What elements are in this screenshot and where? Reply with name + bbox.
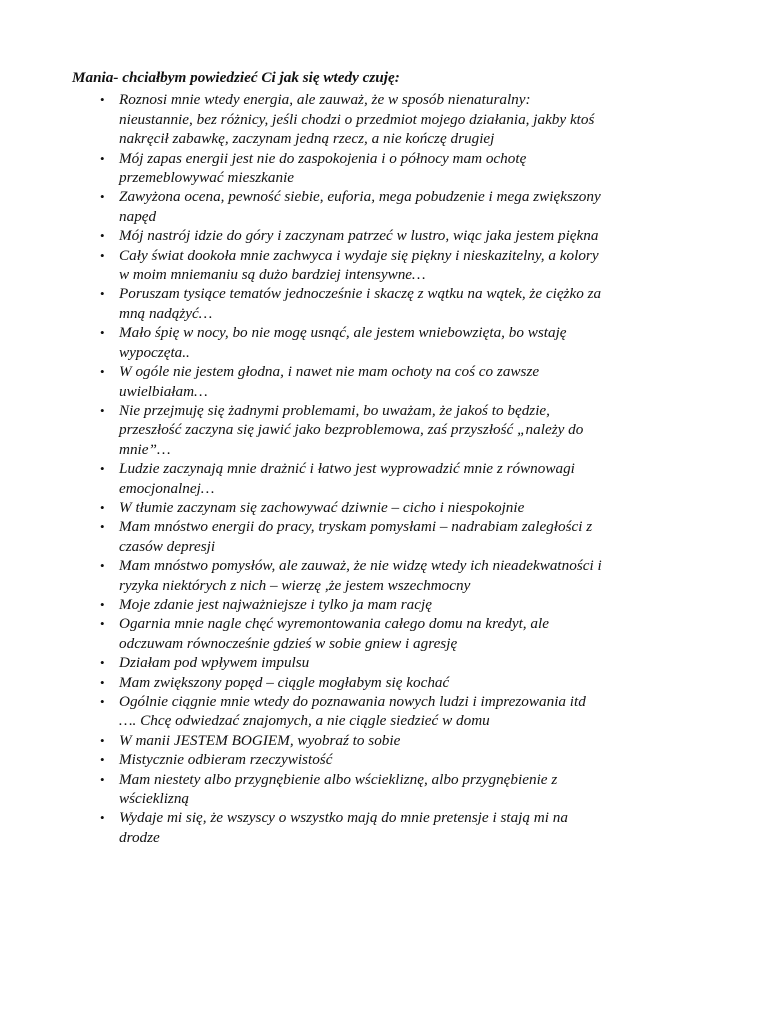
bullet-icon: • <box>100 325 105 341</box>
list-item-line: drodze <box>119 828 160 846</box>
list-item <box>72 498 712 517</box>
bullet-icon: • <box>100 752 105 768</box>
document-body <box>72 68 712 847</box>
list-item <box>72 323 712 362</box>
bullet-icon: • <box>100 189 105 205</box>
list-item-text <box>119 187 699 226</box>
document-heading: Mania- chciałbym powiedzieć Ci jak się wtedy czuję: <box>72 69 400 86</box>
list-item-text <box>119 498 699 517</box>
list-item-line: odczuwam równocześnie gdzieś w sobie gniew i agresję <box>119 634 458 652</box>
list-item-line: ryzyka niektórych z nich – wierzę ,że jestem wszechmocny <box>119 576 471 594</box>
list-item <box>72 614 712 653</box>
list-item-text <box>119 556 699 595</box>
list-item <box>72 90 712 148</box>
list-item-line: nieustannie, bez różnicy, jeśli chodzi o przedmiot mojego działania, jakby ktoś <box>119 110 595 128</box>
list-item-line: W ogóle nie jestem głodna, i nawet nie mam ochoty na coś co zawsze <box>119 363 540 381</box>
list-item <box>72 770 712 809</box>
list-item-line: Mam zwiększony popęd – ciągle mogłabym się kochać <box>119 673 450 691</box>
list-item-line: Zawyżona ocena, pewność siebie, euforia, mega pobudzenie i mega zwiększony <box>119 188 601 206</box>
list-item-line: mnie”… <box>119 440 171 458</box>
list-item <box>72 595 712 614</box>
bullet-icon: • <box>100 810 105 826</box>
list-item <box>72 284 712 323</box>
list-item-text <box>119 770 699 809</box>
list-item <box>72 517 712 556</box>
list-item-line: …. Chcę odwiedzać znajomych, a nie ciągle siedzieć w domu <box>119 712 490 730</box>
bullet-icon: • <box>100 519 105 535</box>
list-item-text <box>119 246 699 285</box>
list-item <box>72 731 712 750</box>
list-item <box>72 149 712 188</box>
list-item <box>72 653 712 672</box>
bullet-icon: • <box>100 558 105 574</box>
bullet-icon: • <box>100 402 105 418</box>
list-item-text <box>119 90 699 148</box>
list-item-text <box>119 401 699 459</box>
list-item-text <box>119 692 699 731</box>
bullet-icon: • <box>100 247 105 263</box>
bullet-icon: • <box>100 364 105 380</box>
bullet-icon: • <box>100 674 105 690</box>
list-item-text <box>119 673 699 692</box>
bullet-list <box>72 90 712 847</box>
list-item-text <box>119 284 699 323</box>
list-item <box>72 556 712 595</box>
list-item-line: emocjonalnej… <box>119 479 215 497</box>
list-item-line: mną nadążyć… <box>119 304 213 322</box>
list-item-line: Ogólnie ciągnie mnie wtedy do poznawania nowych ludzi i imprezowania itd <box>119 693 586 710</box>
bullet-icon: • <box>100 732 105 748</box>
list-item-line: w moim mniemaniu są dużo bardziej intensywne… <box>119 266 426 284</box>
list-item-line: Poruszam tysiące tematów jednocześnie i skaczę z wątku na wątek, że ciężko za <box>119 285 602 303</box>
list-item-line: uwielbiałam… <box>119 382 208 400</box>
list-item-line: Mój nastrój idzie do góry i zaczynam patrzeć w lustro, wiąc jaka jestem piękna <box>119 227 599 245</box>
list-item-line: W manii JESTEM BOGIEM, wyobraź to sobie <box>119 731 401 749</box>
list-item-line: napęd <box>119 207 157 225</box>
list-item-line: Wydaje mi się, że wszyscy o wszystko mają do mnie pretensje i stają mi na <box>119 809 568 827</box>
list-item <box>72 246 712 285</box>
list-item-text <box>119 149 699 188</box>
list-item <box>72 401 712 459</box>
list-item-line: przemeblowywać mieszkanie <box>119 169 295 187</box>
list-item-text <box>119 595 699 614</box>
list-item-line: Mistycznie odbieram rzeczywistość <box>119 751 333 769</box>
list-item-text <box>119 731 699 750</box>
bullet-icon: • <box>100 694 105 709</box>
list-item-text <box>119 517 699 556</box>
list-item-text <box>119 362 699 401</box>
list-item-line: Mało śpię w nocy, bo nie mogę usnąć, ale jestem wniebowzięta, bo wstaję <box>119 324 567 342</box>
list-item-line: Mój zapas energii jest nie do zaspokojenia i o północy mam ochotę <box>119 149 527 167</box>
list-item-line: W tłumie zaczynam się zachowywać dziwnie – cicho i niespokojnie <box>119 498 525 516</box>
list-item-line: Mam mnóstwo energii do pracy, tryskam pomysłami – nadrabiam zaległości z <box>119 518 593 536</box>
list-item-line: Moje zdanie jest najważniejsze i tylko ja mam rację <box>119 595 432 613</box>
bullet-icon: • <box>100 499 105 515</box>
bullet-icon: • <box>100 655 105 671</box>
list-item <box>72 187 712 226</box>
list-item-text <box>119 808 699 847</box>
list-item-text <box>119 653 699 672</box>
bullet-icon: • <box>100 771 105 787</box>
list-item <box>72 226 712 245</box>
list-item-text <box>119 614 699 653</box>
bullet-icon: • <box>100 228 105 244</box>
list-item-line: Nie przejmuję się żadnymi problemami, bo uważam, że jakoś to będzie, <box>119 401 550 419</box>
list-item <box>72 362 712 401</box>
bullet-icon: • <box>100 286 105 302</box>
list-item-line: Ludzie zaczynają mnie drażnić i łatwo jest wyprowadzić mnie z równowagi <box>119 460 575 478</box>
list-item-text <box>119 459 699 498</box>
list-item-line: Cały świat dookoła mnie zachwyca i wydaje się piękny i nieskazitelny, a kolory <box>119 246 599 264</box>
list-item-line: czasów depresji <box>119 537 216 555</box>
bullet-icon: • <box>100 150 105 166</box>
list-item-line: Mam mnóstwo pomysłów, ale zauważ, że nie widzę wtedy ich nieadekwatności i <box>119 557 602 575</box>
bullet-icon: • <box>100 92 105 108</box>
list-item-line: wypoczęta.. <box>119 343 190 361</box>
list-item <box>72 459 712 498</box>
list-item-text <box>119 750 699 769</box>
list-item-text <box>119 323 699 362</box>
bullet-icon: • <box>100 616 105 632</box>
list-item-line: przeszłość zaczyna się jawić jako bezproblemowa, zaś przyszłość „należy do <box>119 421 584 439</box>
list-item-text <box>119 226 699 245</box>
list-item <box>72 808 712 847</box>
list-item-line: Działam pod wpływem impulsu <box>119 654 310 672</box>
list-item-line: Mam niestety albo przygnębienie albo wściekliznę, albo przygnębienie z <box>119 770 558 788</box>
bullet-icon: • <box>100 596 105 612</box>
bullet-icon: • <box>100 461 105 477</box>
list-item-line: Ogarnia mnie nagle chęć wyremontowania całego domu na kredyt, ale <box>119 615 549 633</box>
list-item <box>72 750 712 769</box>
list-item-line: nakręcił zabawkę, zaczynam jedną rzecz, a nie kończę drugiej <box>119 130 495 148</box>
list-item-line: Roznosi mnie wtedy energia, ale zauważ, że w sposób nienaturalny: <box>119 91 531 109</box>
list-item <box>72 673 712 692</box>
list-item-line: wścieklizną <box>119 790 190 808</box>
list-item <box>72 692 712 731</box>
